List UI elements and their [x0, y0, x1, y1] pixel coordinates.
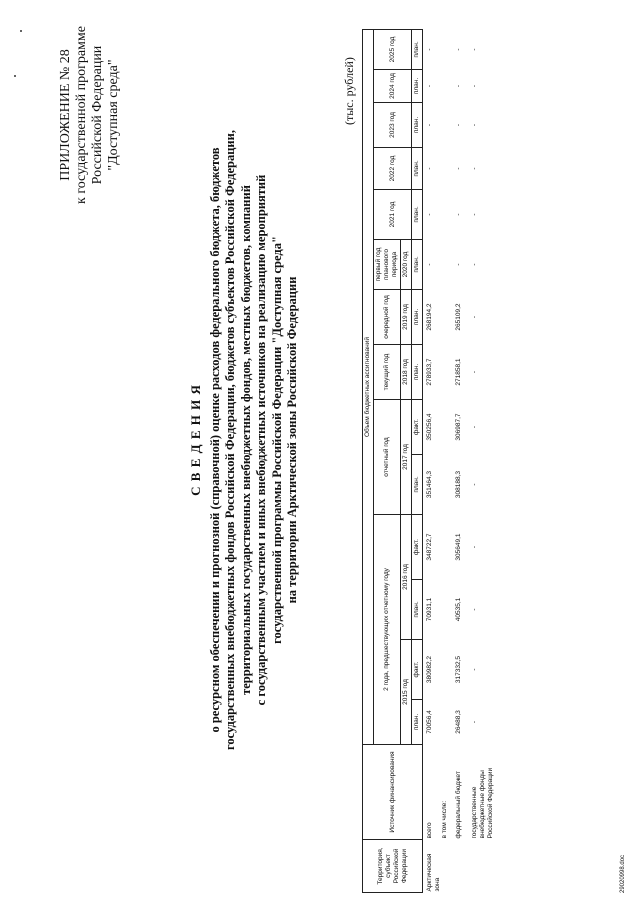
territory-cell: Арктическая зона: [426, 853, 441, 892]
value-cell: 70931,1: [426, 597, 433, 622]
source-cell: федеральный бюджет: [454, 771, 462, 839]
header-plan: план.: [412, 345, 423, 400]
file-name-footer: 29020998.doc: [620, 854, 626, 893]
value-cell: 348722,7: [426, 533, 433, 561]
value-cell: [438, 700, 452, 745]
value-cell: -: [426, 48, 433, 51]
value-cell: [438, 240, 452, 290]
value-cell: [438, 515, 452, 580]
value-cell: -: [454, 167, 462, 170]
header-plan: план.: [412, 190, 423, 240]
value-cell: 268194,2: [426, 303, 433, 331]
value-cell: -: [470, 608, 478, 611]
title-line: государственных внебюджетных фондов Российской Федерации, бюджетов субъектов Российской Федерации,: [223, 130, 237, 750]
value-cell: -: [470, 483, 478, 486]
value-cell: -: [470, 668, 478, 671]
value-cell: 380982,2: [426, 655, 433, 684]
value-cell: -: [454, 123, 462, 127]
title-line: территориальных государственных внебюджетных фондов, местных бюджетов, компаний: [238, 185, 253, 695]
value-cell: -: [470, 84, 478, 88]
appendix-line: ПРИЛОЖЕНИЕ № 28: [58, 49, 73, 181]
value-cell: [438, 580, 452, 640]
value-cell: -: [470, 263, 478, 266]
appendix-header: [58, 15, 122, 215]
value-cell: [438, 400, 452, 455]
header-next-year: очередной год: [374, 290, 401, 345]
header-year: 2018 год: [401, 345, 412, 400]
value-cell: [438, 290, 452, 345]
value-cell: 306987,7: [454, 413, 462, 441]
value-cell: 40535,1: [454, 597, 462, 622]
value-cell: [438, 30, 452, 70]
header-year: 2025 год: [374, 30, 412, 70]
header-year: 2021 год: [374, 190, 412, 240]
title-line: на территории Арктической зоны Российской Федерации: [285, 276, 299, 604]
header-first-plan-year: первый год планового периода: [374, 240, 401, 290]
header-fact: факт.: [412, 515, 423, 580]
value-cell: -: [470, 167, 478, 170]
header-plan: план.: [412, 240, 423, 290]
title-line: государственной программы Российской Федерации "Доступная среда": [269, 236, 284, 644]
header-fact: факт.: [412, 400, 423, 455]
header-year: 2019 год: [401, 290, 412, 345]
header-year: 2022 год: [374, 148, 412, 190]
value-cell: -: [470, 720, 478, 724]
table-row: [423, 30, 438, 893]
header-volume: Объем бюджетных ассигнований: [363, 30, 374, 745]
value-cell: [438, 345, 452, 400]
value-cell: -: [454, 84, 462, 88]
value-cell: -: [470, 48, 478, 51]
source-cell: всего: [426, 822, 433, 839]
header-plan: план.: [412, 580, 423, 640]
header-two-years: 2 года, предшествующих отчетному году: [374, 515, 401, 745]
header-year: 2017 год: [401, 400, 412, 515]
value-cell: -: [426, 84, 433, 88]
value-cell: -: [426, 213, 433, 216]
header-territory: Территория, субъект Российской Федерации: [363, 840, 423, 893]
value-cell: -: [470, 315, 478, 319]
table-row: [438, 30, 452, 893]
value-cell: 278933,7: [426, 358, 433, 386]
value-cell: 317332,5: [454, 655, 462, 684]
value-cell: -: [454, 48, 462, 51]
header-year: 2024 год: [374, 70, 412, 103]
header-plan: план.: [412, 103, 423, 148]
header-plan: план.: [412, 290, 423, 345]
value-cell: 350256,4: [426, 413, 433, 441]
header-plan: план.: [412, 70, 423, 103]
value-cell: 271858,1: [454, 358, 462, 386]
header-year: 2023 год: [374, 103, 412, 148]
value-cell: [438, 103, 452, 148]
header-report-year: отчетный год: [374, 400, 401, 515]
value-cell: 305649,1: [454, 533, 462, 561]
scan-mark: [14, 75, 16, 77]
header-plan: план.: [412, 455, 423, 515]
value-cell: -: [454, 263, 462, 266]
value-cell: 26488,3: [454, 710, 462, 734]
value-cell: [438, 70, 452, 103]
header-year: 2020 год: [401, 240, 412, 290]
value-cell: 308188,3: [454, 470, 462, 499]
appendix-line: "Доступная среда": [106, 59, 121, 171]
header-source: Источник финансирования: [363, 745, 423, 840]
value-cell: -: [470, 370, 478, 374]
value-cell: -: [426, 123, 433, 127]
value-cell: -: [454, 213, 462, 216]
source-cell: государственные внебюджетные фонды Российской Федерации: [470, 767, 494, 839]
value-cell: -: [426, 167, 433, 170]
value-cell: [438, 640, 452, 700]
title-heading: С В Е Д Е Н И Я: [188, 384, 203, 496]
value-cell: [438, 190, 452, 240]
value-cell: [438, 148, 452, 190]
header-plan: план.: [412, 700, 423, 745]
value-cell: -: [470, 425, 478, 429]
header-plan: план.: [412, 148, 423, 190]
title-line: с государственным участием и иных внебюджетных источников на реализацию мероприятий: [254, 174, 268, 706]
value-cell: -: [470, 545, 478, 549]
appendix-line: Российской Федерации: [90, 45, 105, 185]
source-cell: в том числе:: [440, 800, 448, 839]
value-cell: -: [426, 263, 433, 266]
value-cell: [438, 455, 452, 515]
budget-table: [362, 29, 516, 893]
header-year: 2015 год: [401, 640, 412, 745]
table-row: [452, 30, 468, 893]
appendix-line: к государственной программе: [74, 26, 89, 204]
title-line: о ресурсном обеспечении и прогнозной (справочной) оценке расходов федерального бюджета, бюджетов: [207, 147, 222, 733]
value-cell: 351464,3: [426, 470, 433, 499]
value-cell: -: [470, 123, 478, 127]
header-fact: факт.: [412, 640, 423, 700]
header-year: 2016 год: [401, 515, 412, 640]
value-cell: 265109,2: [454, 303, 462, 331]
header-current-year: текущий год: [374, 345, 401, 400]
value-cell: 70056,4: [426, 710, 433, 734]
header-plan: план.: [412, 30, 423, 70]
table-row: [468, 30, 516, 893]
units-label: (тыс. рублей): [342, 57, 356, 125]
value-cell: -: [470, 213, 478, 216]
scan-mark: [20, 30, 22, 32]
document-title: [188, 35, 301, 845]
